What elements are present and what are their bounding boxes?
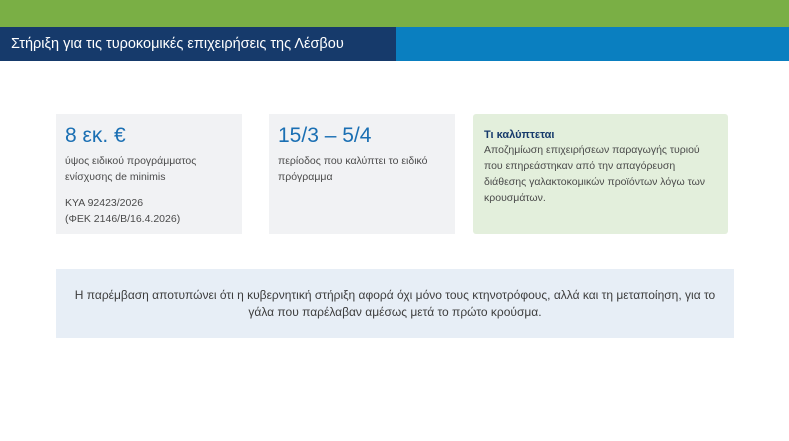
gazette-reference: (ΦΕΚ 2146/Β/16.4.2026) xyxy=(65,213,181,225)
regulation-reference: ΚΥΑ 92423/2026 xyxy=(65,197,144,209)
coverage-period-description: περίοδος που καλύπτει το ειδικό πρόγραμμα xyxy=(278,155,428,183)
summary-note-text: Η παρέμβαση αποτυπώνει ότι η κυβερνητική στήριξη αφορά όχι μόνο τους κτηνοτρόφους, αλλά και τη μεταποίηση, για το γάλα που παρέλαβαν αμέσως μετά το πρώτο κρούσμα. xyxy=(74,288,716,319)
funding-amount-value: 8 εκ. € xyxy=(65,124,126,147)
funding-amount-description: ύψος ειδικού προγράμματος ενίσχυσης de minimis xyxy=(65,155,197,183)
summary-note xyxy=(56,269,734,338)
what-is-covered-description: Αποζημίωση επιχειρήσεων παραγωγής τυριού που επηρεάστηκαν από την απαγόρευση διάθεσης γαλακτοκομικών προϊόντων λόγω των κρουσμάτων. xyxy=(484,144,706,204)
what-is-covered-heading: Τι καλύπτεται xyxy=(484,129,555,141)
what-is-covered-card xyxy=(473,114,728,234)
funding-amount-card xyxy=(56,114,242,234)
coverage-period-card xyxy=(269,114,455,234)
page-title: Στήριξη για τις τυροκομικές επιχειρήσεις της Λέσβου xyxy=(0,27,396,61)
top-accent-bar xyxy=(0,0,789,27)
coverage-period-value: 15/3 – 5/4 xyxy=(278,124,372,147)
